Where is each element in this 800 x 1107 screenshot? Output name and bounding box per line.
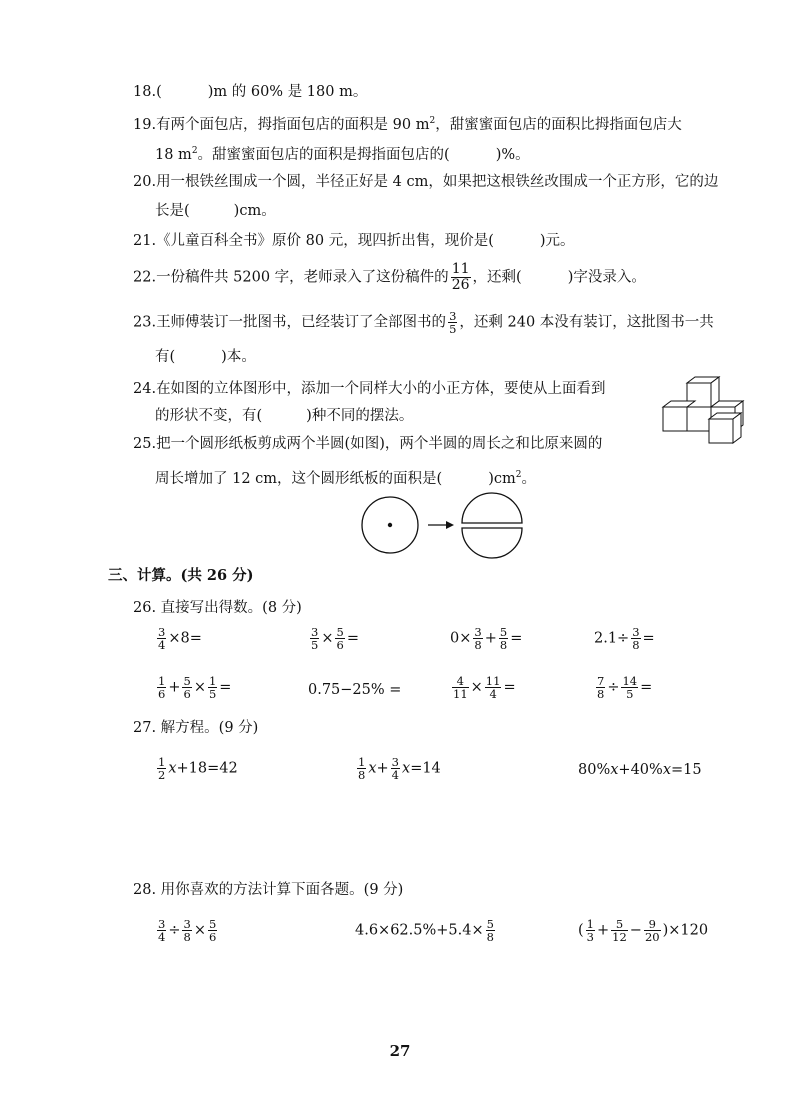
fraction: $\frac{11}{4}$ xyxy=(485,674,501,701)
fraction: $\frac{5}{8}$ xyxy=(499,625,508,652)
question-19-line2: 18 $m^2$。甜蜜蜜面包店的面积是拇指面包店的( )%。 xyxy=(155,146,530,163)
q27-equation-2: $\frac{1}{8}$ x+ $\frac{3}{4}$ x=14 xyxy=(358,755,441,782)
fraction: $\frac{3}{4}$ xyxy=(158,625,166,652)
q28-expr-2: 4.6×62.5%+5.4× $\frac{5}{8}$ xyxy=(355,917,494,944)
question-28-title: 28. 用你喜欢的方法计算下面各题。(9 分) xyxy=(133,882,404,898)
fraction: $\frac{3}{8}$ xyxy=(183,917,191,944)
q28-expr-1: $\frac{3}{4}$ ÷ $\frac{3}{8}$ × $\frac{5}{6}$ xyxy=(158,917,217,944)
question-25-line1: 25.把一个圆形纸板剪成两个半圆(如图)，两个半圆的周长之和比原来圆的 xyxy=(133,436,603,452)
fraction: $\frac{11}{26}$ xyxy=(451,261,470,293)
fraction: $\frac{4}{11}$ xyxy=(453,674,468,701)
fraction: $\frac{3}{8}$ xyxy=(474,625,482,652)
q26-expr-8: $\frac{7}{8}$ ÷ $\frac{14}{5}$ = xyxy=(597,674,653,701)
fraction: $\frac{14}{5}$ xyxy=(622,674,638,701)
fraction: $\frac{1}{8}$ xyxy=(358,755,366,782)
question-20-line1: 20.用一根铁丝围成一个圆，半径正好是 4 cm，如果把这根铁丝改围成一个正方形，它的边 xyxy=(133,174,719,190)
fraction: $\frac{3}{8}$ xyxy=(632,625,640,652)
q27-equation-1: $\frac{1}{2}$ x+18=42 xyxy=(158,755,238,782)
fraction: $\frac{3}{4}$ xyxy=(158,917,166,944)
q26-expr-3: 0× $\frac{3}{8}$ + $\frac{5}{8}$ = xyxy=(450,625,523,652)
question-23-line1: 23.王师傅装订一批图书，已经装订了全部图书的 $\frac{3}{5}$ ，还剩 240 本没有装订，这批图书一共 xyxy=(133,309,714,336)
fraction: $\frac{5}{6}$ xyxy=(183,674,191,701)
cube-stack-figure xyxy=(660,374,780,454)
question-27-title: 27. 解方程。(9 分) xyxy=(133,720,259,736)
page-number: 27 xyxy=(389,1042,411,1060)
fraction: $\frac{9}{20}$ xyxy=(644,917,660,944)
question-18: 18.( )m 的 60% 是 180 m。 xyxy=(133,84,368,100)
fraction: $\frac{1}{3}$ xyxy=(586,917,594,944)
question-19-line1: 19.有两个面包店，拇指面包店的面积是 90 $m^2$，甜蜜蜜面包店的面积比拇指面包店大 xyxy=(133,116,682,133)
question-24-line2: 的形状不变，有( )种不同的摆法。 xyxy=(155,408,414,424)
question-20-line2: 长是( )cm。 xyxy=(155,203,276,219)
circle-cut-diagram xyxy=(350,494,530,558)
question-21: 21.《儿童百科全书》原价 80 元，现四折出售，现价是( )元。 xyxy=(133,233,575,249)
section-title-calculation: 三、计算。(共 26 分) xyxy=(108,567,254,584)
fraction: $\frac{7}{8}$ xyxy=(597,674,605,701)
q27-equation-3: 80%x+40%x=15 xyxy=(578,762,702,778)
q26-expr-1: $\frac{3}{4}$ ×8= xyxy=(158,625,202,652)
question-24-line1: 24.在如图的立体图形中，添加一个同样大小的小正方体，要使从上面看到 xyxy=(133,381,606,397)
fraction: $\frac{5}{12}$ xyxy=(612,917,627,944)
q26-expr-6: 0.75−25% = xyxy=(308,682,402,698)
fraction: $\frac{5}{6}$ xyxy=(208,917,217,944)
q28-expr-3: ( $\frac{1}{3}$ + $\frac{5}{12}$ − $\frac{9}{20}$ )×120 xyxy=(578,917,709,944)
q26-expr-2: $\frac{3}{5}$ × $\frac{5}{6}$ = xyxy=(311,625,359,652)
fraction: $\frac{3}{4}$ xyxy=(391,755,399,782)
q26-expr-4: 2.1÷ $\frac{3}{8}$ = xyxy=(594,625,655,652)
fraction: $\frac{5}{6}$ xyxy=(336,625,344,652)
question-23-line2: 有( )本。 xyxy=(155,349,256,365)
fraction: $\frac{3}{5}$ xyxy=(449,309,457,336)
fraction: $\frac{1}{2}$ xyxy=(158,755,166,782)
fraction: $\frac{5}{8}$ xyxy=(486,917,494,944)
q26-expr-7: $\frac{4}{11}$ × $\frac{11}{4}$ = xyxy=(453,674,516,701)
fraction: $\frac{3}{5}$ xyxy=(311,625,319,652)
fraction: $\frac{1}{5}$ xyxy=(208,674,217,701)
question-26-title: 26. 直接写出得数。(8 分) xyxy=(133,600,302,616)
question-22: 22.一份稿件共 5200 字，老师录入了这份稿件的 $\frac{11}{26}$ ，还剩( )字没录入。 xyxy=(133,261,646,293)
q26-expr-5: $\frac{1}{6}$ + $\frac{5}{6}$ × $\frac{1}{5}$ = xyxy=(158,674,232,701)
fraction: $\frac{1}{6}$ xyxy=(158,674,166,701)
question-25-line2: 周长增加了 12 cm，这个圆形纸板的面积是( )$cm^2$。 xyxy=(155,470,536,487)
